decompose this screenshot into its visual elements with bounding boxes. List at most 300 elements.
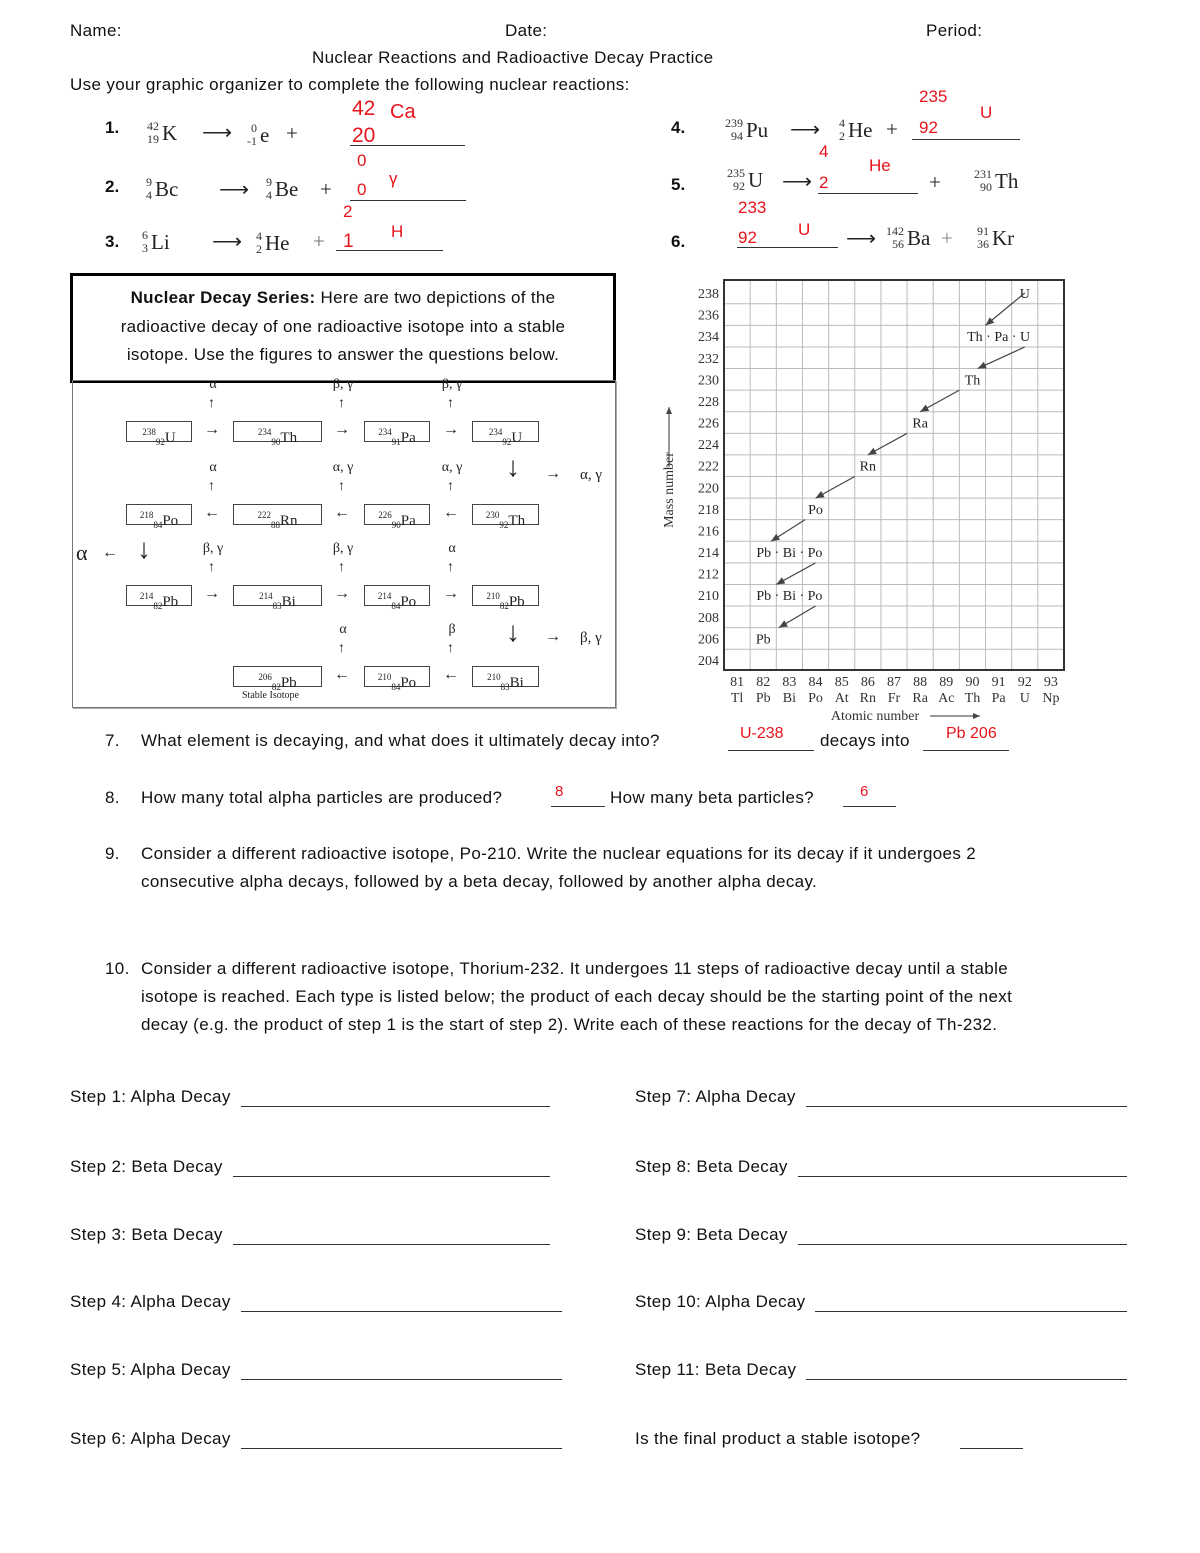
q7-answer-1-field[interactable]	[728, 750, 814, 751]
mass-number: 214	[377, 591, 392, 601]
decay-series-info-box	[70, 273, 616, 383]
q7-text: What element is decaying, and what does it ultimately decay into?	[141, 731, 660, 750]
isotope-box	[233, 666, 322, 692]
element-symbol: Po	[400, 594, 417, 610]
x-element-label: Ra	[912, 691, 928, 706]
atomic-number: 84	[391, 601, 401, 611]
decay-arrow	[920, 390, 959, 412]
decay-chart	[655, 275, 1075, 725]
up-arrow-icon: ↑	[208, 396, 215, 411]
atomic-number: 36	[977, 237, 989, 251]
mass-number: 238	[142, 427, 156, 437]
reaction-2-answer-field[interactable]	[350, 200, 466, 201]
atomic-number: 91	[391, 437, 401, 447]
x-element-label: Tl	[730, 691, 744, 706]
reaction-6-product-1	[886, 225, 930, 251]
step-label: Step 4: Alpha Decay	[70, 1292, 231, 1311]
x-tick-label: 90	[965, 675, 980, 690]
reaction-4-answer-field[interactable]	[912, 139, 1020, 140]
plus-sign: +	[320, 177, 332, 201]
step-answer-field[interactable]	[233, 1176, 550, 1177]
decay-arrow	[868, 433, 907, 455]
element-symbol: Rn	[279, 513, 298, 529]
reaction-4-product	[839, 117, 873, 143]
isotope-box	[233, 585, 322, 611]
answer-atomic: 92	[738, 228, 757, 247]
element-symbol: Bi	[281, 594, 296, 610]
name-label: Name:	[70, 21, 122, 40]
data-point-label: Th · Pa · U	[967, 330, 1031, 346]
box-heading: Nuclear Decay Series:	[130, 288, 316, 307]
answer-atomic: 20	[352, 124, 376, 147]
step-answer-field[interactable]	[233, 1244, 550, 1245]
arrow-icon: →	[204, 585, 220, 602]
q10-line-2: isotope is reached. Each type is listed below; the product of each decay should be the starting point of the next	[141, 987, 1013, 1006]
reaction-3-product	[256, 230, 290, 256]
data-point-label: Rn	[859, 459, 877, 475]
decay-type-label: α	[448, 541, 456, 556]
decay-type-label: β	[448, 622, 456, 637]
answer-atomic: 2	[819, 173, 829, 192]
decay-arrow	[776, 563, 815, 585]
atomic-number: 90	[391, 520, 401, 530]
mass-number: 230	[485, 510, 500, 520]
reaction-5-reactant	[727, 167, 763, 193]
q10-number: 10.	[105, 959, 130, 978]
mass-number: 234	[257, 427, 272, 437]
data-point-label: Pb · Bi · Po	[756, 546, 823, 562]
step-answer-field[interactable]	[241, 1311, 562, 1312]
x-element-label: Ac	[938, 691, 955, 706]
arrow-icon: ⟶	[782, 169, 813, 193]
arrow-icon: ←	[443, 504, 459, 521]
step-label: Step 6: Alpha Decay	[70, 1429, 231, 1448]
x-tick-label: 87	[887, 675, 901, 690]
y-tick-label: 228	[698, 394, 719, 410]
element-symbol: K	[162, 120, 178, 145]
step-label: Step 10: Alpha Decay	[635, 1292, 806, 1311]
arrow-icon: →	[545, 628, 561, 645]
element-symbol: U	[511, 430, 523, 446]
y-tick-label: 204	[698, 654, 719, 669]
date-label: Date:	[505, 21, 548, 40]
isotope-box	[472, 504, 539, 530]
element-symbol: Th	[508, 513, 526, 529]
data-point-label: Po	[808, 502, 823, 518]
x-tick-label: 83	[782, 675, 797, 690]
atomic-number: 92	[502, 437, 512, 447]
step-answer-field[interactable]	[241, 1448, 562, 1449]
y-tick-label: 210	[698, 589, 719, 605]
x-element-label: Bi	[782, 691, 797, 706]
atomic-number: 92	[499, 520, 509, 530]
data-point-label: Pb · Bi · Po	[756, 589, 823, 605]
up-arrow-icon: ↑	[338, 641, 345, 656]
arrow-icon: ←	[102, 544, 118, 561]
atomic-number: 84	[153, 520, 163, 530]
step-label: Step 7: Alpha Decay	[635, 1087, 796, 1106]
element-symbol: He	[265, 230, 290, 255]
box-text-1: Here are two depictions of the	[315, 288, 556, 307]
x-element-label: At	[834, 691, 849, 706]
x-element-label: Pb	[755, 691, 771, 706]
y-axis-title: Mass number	[662, 452, 677, 528]
atomic-number: 82	[153, 601, 163, 611]
q10-line-3: decay (e.g. the product of step 1 is the start of step 2). Write each of these reactions for the decay of Th-232.	[141, 1015, 998, 1034]
answer-symbol: H	[391, 222, 404, 241]
arrow-icon: ⟶	[212, 229, 243, 253]
decay-type-label: β, γ	[332, 377, 354, 392]
mass-number: 210	[377, 672, 392, 682]
y-tick-label: 234	[698, 330, 719, 346]
element-symbol: Pb	[280, 675, 297, 691]
period-label: Period:	[926, 21, 983, 40]
final-question: Is the final product a stable isotope?	[635, 1429, 921, 1448]
mass-number: 218	[139, 510, 154, 520]
reaction-2-reactant	[146, 176, 178, 202]
arrow-icon: →	[545, 465, 561, 482]
x-tick-label: 89	[939, 675, 954, 690]
y-tick-label: 238	[698, 287, 719, 302]
reaction-2-number: 2.	[105, 177, 120, 196]
answer-mass: 0	[357, 151, 367, 170]
reaction-3-number: 3.	[105, 232, 120, 251]
atomic-number: 84	[391, 682, 401, 692]
reaction-5-answer-field[interactable]	[818, 193, 918, 194]
isotope-box	[364, 666, 430, 692]
mass-number: 214	[259, 591, 273, 601]
down-arrow-icon: ↓	[506, 617, 520, 648]
atomic-number: 4	[266, 188, 272, 202]
decay-type-label: α, γ	[332, 460, 354, 475]
q8-answer-2: 6	[860, 783, 869, 800]
up-arrow-icon: ↑	[338, 560, 345, 575]
data-point-label: Pb	[755, 632, 771, 648]
mass-number: 210	[487, 672, 501, 682]
q7-answer-1: U-238	[740, 725, 784, 742]
decay-type-label: β, γ	[202, 541, 224, 556]
step-label: Step 2: Beta Decay	[70, 1157, 223, 1176]
y-tick-label: 214	[698, 546, 719, 562]
mass-number: 91	[977, 224, 989, 238]
y-tick-label: 218	[698, 502, 719, 518]
decay-arrow	[986, 293, 1025, 325]
element-symbol: Li	[151, 229, 170, 254]
q9-line-2: consecutive alpha decays, followed by a beta decay, followed by another alpha decay.	[141, 872, 818, 891]
decay-arrow	[779, 606, 816, 628]
atomic-number: 2	[839, 129, 845, 143]
arrow-icon: ⟶	[790, 117, 821, 141]
plus-sign: +	[313, 229, 325, 253]
plus-sign: +	[941, 226, 953, 250]
element-symbol: Ba	[907, 225, 931, 250]
y-tick-label: 230	[698, 373, 719, 389]
reaction-4-number: 4.	[671, 118, 686, 137]
arrow-icon: →	[204, 421, 220, 438]
y-tick-label: 208	[698, 610, 719, 626]
atomic-number: 94	[731, 129, 743, 143]
x-tick-label: 86	[860, 675, 875, 690]
stable-isotope-label: Stable Isotope	[242, 690, 299, 701]
decay-type-label: α, γ	[441, 460, 463, 475]
q9-line-1: Consider a different radioactive isotope, Po-210. Write the nuclear equations for its decay if it undergoes 2	[141, 844, 977, 863]
step-label: Step 5: Alpha Decay	[70, 1360, 231, 1379]
element-symbol: Pb	[162, 594, 179, 610]
up-arrow-icon: ↑	[338, 479, 345, 494]
reaction-6-product-2	[977, 225, 1014, 251]
atomic-number: 88	[270, 520, 280, 530]
arrow-icon: →	[334, 585, 350, 602]
decay-type-label: β, γ	[332, 541, 354, 556]
arrow-icon: ⟶	[202, 120, 233, 144]
arrow-icon: ←	[334, 504, 350, 521]
step-answer-field[interactable]	[806, 1379, 1127, 1380]
step-answer-field[interactable]	[241, 1106, 550, 1107]
x-tick-label: 84	[808, 675, 823, 690]
answer-atomic: 0	[357, 180, 367, 199]
atomic-number: 4	[146, 188, 152, 202]
q7-mid-text: decays into	[820, 731, 910, 750]
q9-number: 9.	[105, 844, 120, 863]
arrow-icon: →	[443, 585, 459, 602]
q8-answer-2-field[interactable]	[843, 806, 896, 807]
q8-text: How many total alpha particles are produced?	[141, 788, 503, 807]
answer-symbol: γ	[389, 169, 398, 188]
step-label: Step 9: Beta Decay	[635, 1225, 788, 1244]
atomic-number: 90	[980, 180, 992, 194]
arrow-icon: ⟶	[219, 177, 250, 201]
element-symbol: U	[164, 430, 176, 446]
up-arrow-icon: ↑	[447, 641, 454, 656]
step-label: Step 8: Beta Decay	[635, 1157, 788, 1176]
y-tick-label: 216	[698, 524, 719, 540]
plus-sign: +	[286, 121, 298, 145]
x-tick-label: 91	[991, 675, 1006, 690]
mass-number: 206	[258, 672, 272, 682]
element-symbol: He	[848, 117, 873, 142]
decay-type-label: β, γ	[580, 630, 602, 646]
atomic-number: 82	[499, 601, 509, 611]
isotope-box	[126, 585, 192, 611]
y-tick-label: 206	[698, 632, 719, 648]
x-tick-label: 92	[1017, 675, 1032, 690]
element-symbol: Pa	[400, 513, 416, 529]
mass-number: 0	[251, 121, 257, 135]
decay-type-label: α, γ	[580, 467, 602, 483]
isotope-box	[126, 421, 192, 447]
isotope-box	[364, 421, 430, 447]
element-symbol: Pa	[400, 430, 416, 446]
arrow-icon: ←	[443, 666, 459, 683]
element-symbol: Kr	[992, 225, 1015, 250]
atomic-number: 3	[142, 241, 148, 255]
decay-arrow	[816, 477, 855, 499]
step-label: Step 11: Beta Decay	[635, 1360, 797, 1379]
up-arrow-icon: ↑	[447, 479, 454, 494]
up-arrow-icon: ↑	[208, 560, 215, 575]
x-element-label: Pa	[991, 691, 1006, 706]
element-symbol: U	[748, 167, 764, 192]
mass-number: 4	[839, 116, 845, 130]
reaction-1-reactant	[147, 120, 177, 146]
answer-atomic: 92	[919, 118, 938, 137]
q8-answer-1: 8	[555, 783, 564, 800]
isotope-box	[472, 421, 539, 447]
element-symbol: Th	[995, 168, 1019, 193]
mass-number: 239	[725, 116, 743, 130]
q8-answer-1-field[interactable]	[551, 806, 605, 807]
step-label: Step 1: Alpha Decay	[70, 1087, 231, 1106]
mass-number: 234	[378, 427, 392, 437]
step-answer-field[interactable]	[806, 1106, 1127, 1107]
element-symbol: Bc	[155, 176, 179, 201]
y-tick-label: 222	[698, 459, 719, 475]
q7-answer-2-field[interactable]	[923, 750, 1009, 751]
reaction-2-product	[266, 176, 298, 202]
data-point-label: U	[1019, 287, 1030, 302]
atomic-number: 19	[147, 132, 159, 146]
reaction-6-answer-field[interactable]	[737, 247, 838, 248]
answer-mass: 42	[352, 97, 376, 120]
step-answer-field[interactable]	[798, 1176, 1127, 1177]
answer-atomic: 1	[343, 231, 354, 252]
x-element-label: Fr	[887, 691, 901, 706]
isotope-box	[364, 504, 430, 530]
reaction-4-reactant	[725, 117, 768, 143]
arrow-icon: →	[334, 421, 350, 438]
mass-number: 234	[488, 427, 503, 437]
reaction-5-number: 5.	[671, 175, 686, 194]
element-symbol: Pu	[746, 117, 769, 142]
mass-number: 210	[486, 591, 500, 601]
box-text-3: isotope. Use the figures to answer the questions below.	[126, 345, 560, 364]
up-arrow-icon: ↑	[338, 396, 345, 411]
element-symbol: Bi	[509, 675, 524, 691]
y-tick-label: 236	[698, 308, 719, 324]
reaction-3-reactant	[142, 229, 170, 255]
mass-number: 226	[378, 510, 392, 520]
atomic-number: 82	[271, 682, 281, 692]
y-tick-label: 220	[698, 481, 719, 497]
arrow-icon: ←	[204, 504, 220, 521]
y-tick-label: 224	[698, 438, 719, 454]
instructions: Use your graphic organizer to complete the following nuclear reactions:	[70, 75, 630, 94]
answer-mass: 235	[919, 87, 948, 106]
reaction-1-number: 1.	[105, 118, 120, 137]
decay-type-label: α	[209, 460, 217, 475]
isotope-box	[364, 585, 430, 611]
mass-number: 214	[139, 591, 154, 601]
arrow-icon: ⟶	[846, 226, 877, 250]
element-symbol: Be	[275, 176, 299, 201]
decay-type-label: β, γ	[441, 377, 463, 392]
x-axis-title: Atomic number	[830, 709, 920, 724]
isotope-box	[126, 504, 192, 530]
mass-number: 222	[257, 510, 271, 520]
isotope-box	[472, 585, 539, 611]
arrow-icon: →	[443, 421, 459, 438]
data-point-label: Th	[964, 373, 981, 389]
mass-number: 142	[886, 224, 904, 238]
down-arrow-icon: ↓	[506, 452, 520, 483]
decay-type-label: α	[339, 622, 347, 637]
x-element-label: U	[1019, 691, 1030, 706]
mass-number: 9	[146, 175, 152, 189]
q10-line-1: Consider a different radioactive isotope, Thorium-232. It undergoes 11 steps of radioactive decay until a stable	[141, 959, 1009, 978]
q7-number: 7.	[105, 731, 120, 750]
mass-number: 42	[147, 119, 159, 133]
answer-mass: 4	[819, 142, 829, 161]
step-answer-field[interactable]	[815, 1311, 1127, 1312]
answer-symbol: U	[798, 220, 811, 239]
mass-number: 231	[974, 167, 992, 181]
atomic-number: 90	[271, 437, 281, 447]
element-symbol: Pb	[508, 594, 525, 610]
atomic-number: 83	[272, 601, 282, 611]
element-symbol: Po	[400, 675, 417, 691]
decay-arrow	[978, 347, 1025, 369]
final-answer-field[interactable]	[960, 1448, 1023, 1449]
box-text-2: radioactive decay of one radioactive isotope into a stable	[120, 316, 566, 336]
answer-extra: 2	[343, 202, 353, 221]
answer-symbol: Ca	[390, 101, 416, 123]
reaction-5-product	[974, 168, 1018, 194]
x-tick-label: 82	[756, 675, 771, 690]
isotope-box	[233, 421, 322, 447]
atomic-number: 2	[256, 242, 262, 256]
up-arrow-icon: ↑	[208, 479, 215, 494]
x-element-label: Np	[1042, 691, 1060, 706]
atomic-number: 92	[733, 179, 745, 193]
step-label: Step 3: Beta Decay	[70, 1225, 223, 1244]
step-answer-field[interactable]	[241, 1379, 562, 1380]
answer-symbol: He	[869, 156, 891, 175]
x-element-label: Th	[964, 691, 981, 706]
element-symbol: Po	[162, 513, 179, 529]
data-point-label: Ra	[912, 416, 928, 432]
worksheet-title: Nuclear Reactions and Radioactive Decay Practice	[312, 48, 714, 67]
decay-type-label: α	[209, 377, 217, 392]
up-arrow-icon: ↑	[447, 560, 454, 575]
atomic-number: -1	[247, 134, 257, 148]
mass-number: 4	[256, 229, 262, 243]
step-answer-field[interactable]	[798, 1244, 1127, 1245]
q7-answer-2: Pb 206	[946, 725, 997, 742]
reaction-6-number: 6.	[671, 232, 686, 251]
atomic-number: 92	[155, 437, 165, 447]
answer-mass: 233	[738, 198, 767, 217]
y-tick-label: 212	[698, 567, 719, 583]
isotope-box	[233, 504, 322, 530]
x-element-label: Rn	[859, 691, 877, 706]
plus-sign: +	[886, 117, 898, 141]
x-tick-label: 93	[1043, 675, 1058, 690]
mass-number: 9	[266, 175, 272, 189]
atomic-number: 83	[500, 682, 510, 692]
element-symbol: Th	[280, 430, 298, 446]
answer-symbol: U	[980, 103, 993, 122]
x-tick-label: 81	[730, 675, 745, 690]
plus-sign: +	[929, 170, 941, 194]
q8-number: 8.	[105, 788, 120, 807]
y-tick-label: 232	[698, 351, 719, 367]
y-tick-label: 226	[698, 416, 719, 432]
decay-type-label: α	[76, 540, 88, 565]
x-tick-label: 85	[834, 675, 849, 690]
arrow-icon: ←	[334, 666, 350, 683]
q8-mid-text: How many beta particles?	[610, 788, 814, 807]
x-element-label: Po	[808, 691, 823, 706]
